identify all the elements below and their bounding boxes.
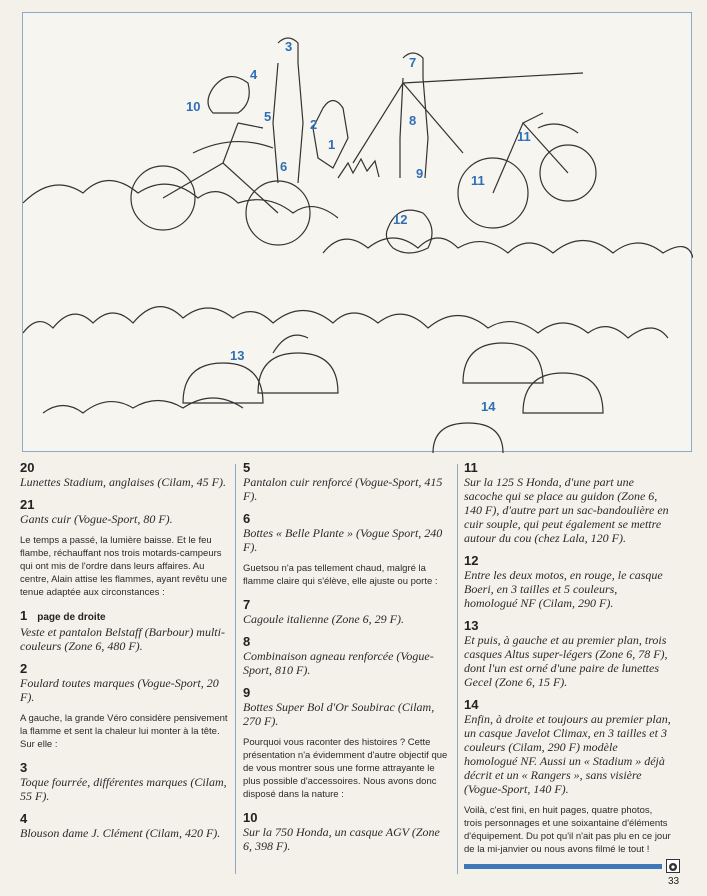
guetsou-paragraph: Guetsou n'a pas tellement chaud, malgré la flamme claire qui s'élève, elle ajuste ou porte : xyxy=(243,563,438,587)
entry-1-text: Veste et pantalon Belstaff (Barbour) multi-couleurs (Zone 6, 480 F). xyxy=(20,625,225,653)
column-divider-2 xyxy=(457,464,458,874)
entry-1-number: 1 page de droite xyxy=(20,608,106,623)
entry-20-number: 20 xyxy=(20,460,35,475)
callout-10: 10 xyxy=(186,99,201,114)
callout-4: 4 xyxy=(250,67,258,82)
closing-paragraph: Voilà, c'est fini, en huit pages, quatre photos, trois personnages et une soixantaine d'éléments d'équipement. Du pot qu'il n'ait pas plu en ce jour de la mi-janvier ou nous avons filmé le tout ! xyxy=(464,805,671,855)
callout-11a: 11 xyxy=(517,129,531,144)
callout-9: 9 xyxy=(416,166,424,181)
entry-7-number: 7 xyxy=(243,597,251,612)
callout-5: 5 xyxy=(264,109,272,124)
entry-2-text: Foulard toutes marques (Vogue-Sport, 20 F). xyxy=(20,676,219,704)
entry-14-text: Enfin, à droite et toujours au premier plan, un casque Javelot Climax, en 3 tailles et 3 couleurs (Cilam, 290 F) modèle homologué NF. Aussi un « Stadium » déjà décrit et un « Rangers », sans visière (Vogue-Sport, 140 F). xyxy=(464,712,671,796)
end-mark-icon xyxy=(666,859,680,873)
callout-13: 13 xyxy=(230,348,245,363)
callout-3: 3 xyxy=(285,39,293,54)
entry-9-number: 9 xyxy=(243,685,251,700)
entry-10-number: 10 xyxy=(243,810,258,825)
callout-2: 2 xyxy=(310,117,318,132)
entry-14-number: 14 xyxy=(464,697,479,712)
column-1 xyxy=(20,460,228,848)
callout-1: 1 xyxy=(328,137,336,152)
column-3 xyxy=(464,460,672,865)
entry-7-text: Cagoule italienne (Zone 6, 29 F). xyxy=(243,612,404,626)
purpose-paragraph: Pourquoi vous raconter des histoires ? Cette présentation n'a évidemment d'autre objectif que de vous montrer sous une forme attrayante le plus possible d'accessoires. Nous avons donc disposé dans la nature : xyxy=(243,737,448,800)
entry-6-text: Bottes « Belle Plante » (Vogue Sport, 240 F). xyxy=(243,526,443,554)
entry-3-number: 3 xyxy=(20,760,28,775)
callout-12: 12 xyxy=(393,212,408,227)
entry-1-subtitle: page de droite xyxy=(37,612,106,623)
page-number: 33 xyxy=(668,876,680,887)
entry-2-number: 2 xyxy=(20,661,28,676)
callout-8: 8 xyxy=(409,113,417,128)
entry-5-text: Pantalon cuir renforcé (Vogue-Sport, 415 F). xyxy=(243,475,443,503)
entry-11-text: Sur la 125 S Honda, d'une part une sacoche qui se place au guidon (Zone 6, 140 F), d'autre part un sac-bandoulière en cuir souple, qui peut également se mettre autour du cou (chez Lala, 120 F). xyxy=(464,475,669,545)
entry-21-text: Gants cuir (Vogue-Sport, 80 F). xyxy=(20,512,173,526)
intro-paragraph: Le temps a passé, la lumière baisse. Et le feu flambe, réchauffant nos trois motards-campeurs qui ont mis de l'ordre dans leurs affaires. Au centre, Alain attise les flammes, ayant revêtu une tenue adaptée aux circonstances : xyxy=(20,535,227,598)
entry-13-text: Et puis, à gauche et au premier plan, trois casques Altus super-légers (Zone 6, 78 F), dont l'un est orné d'une paire de lunettes Gecel (Zone 6, 15 F). xyxy=(464,633,668,689)
column-divider-1 xyxy=(235,464,236,874)
entry-13-number: 13 xyxy=(464,618,479,633)
footer-rule xyxy=(464,864,662,869)
vero-paragraph: A gauche, la grande Véro considère pensivement la flamme et sent la chaleur lui monter à la tête. Sur elle : xyxy=(20,713,228,750)
entry-6-number: 6 xyxy=(243,511,251,526)
callout-7: 7 xyxy=(409,55,417,70)
illustration xyxy=(22,12,692,452)
callout-11b: 11 xyxy=(471,173,485,188)
entry-3-text: Toque fourrée, différentes marques (Cilam, 55 F). xyxy=(20,775,227,803)
entry-4-number: 4 xyxy=(20,811,28,826)
entry-20-text: Lunettes Stadium, anglaises (Cilam, 45 F). xyxy=(20,475,226,489)
entry-12-number: 12 xyxy=(464,553,479,568)
line-drawing xyxy=(23,13,693,453)
entry-21-number: 21 xyxy=(20,497,35,512)
entry-9-text: Bottes Super Bol d'Or Soubirac (Cilam, 270 F). xyxy=(243,700,435,728)
column-2 xyxy=(243,460,451,861)
entry-8-number: 8 xyxy=(243,634,251,649)
entry-5-number: 5 xyxy=(243,460,251,475)
entry-11-number: 11 xyxy=(464,460,478,475)
entry-10-text: Sur la 750 Honda, un casque AGV (Zone 6, 398 F). xyxy=(243,825,440,853)
callout-14: 14 xyxy=(481,399,496,414)
entry-8-text: Combinaison agneau renforcée (Vogue-Sport, 810 F). xyxy=(243,649,434,677)
entry-12-text: Entre les deux motos, en rouge, le casque Boeri, en 3 tailles et 5 couleurs, homologué NF (Cilam, 290 F). xyxy=(464,568,663,610)
callout-6: 6 xyxy=(280,159,288,174)
entry-4-text: Blouson dame J. Clément (Cilam, 420 F). xyxy=(20,826,221,840)
